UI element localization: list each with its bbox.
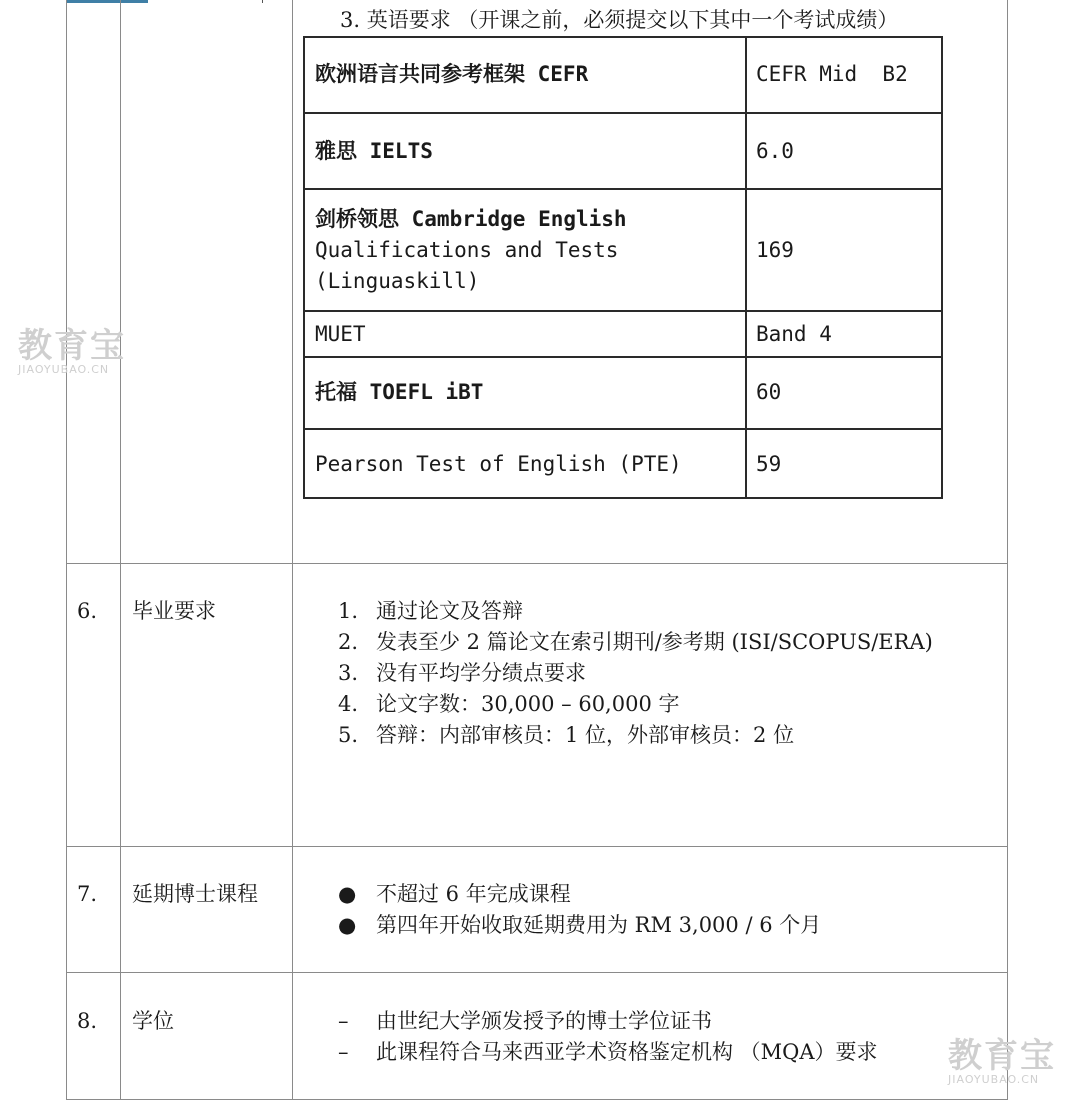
list-item (338, 596, 933, 627)
row-separator-7 (66, 846, 1008, 847)
list-marker: 3. (338, 661, 359, 685)
row-label-degree: 学位 (132, 1009, 174, 1033)
test-name: 欧洲语言共同参考框架 CEFR (315, 62, 589, 86)
list-item (338, 658, 933, 689)
table-divider-number (120, 0, 121, 1100)
list-item (338, 1037, 878, 1068)
degree-list (338, 1006, 878, 1068)
list-item-text: 由世纪大学颁发授予的博士学位证书 (376, 1009, 712, 1033)
english-test-row (305, 38, 941, 112)
table-border-left (66, 0, 67, 1100)
test-name: 雅思 IELTS (315, 139, 433, 163)
english-requirement-title: 3. 英语要求 （开课之前，必须提交以下其中一个考试成绩） (340, 8, 899, 32)
top-accent-bar (66, 0, 148, 3)
bullet-icon: ● (338, 882, 357, 906)
dash-icon: – (338, 1009, 349, 1033)
graduation-requirements-list (338, 596, 933, 751)
list-item (338, 689, 933, 720)
watermark-url: JIAOYUBAO.CN (948, 1073, 1040, 1086)
row-separator-8 (66, 972, 1008, 973)
list-marker: 1. (338, 599, 359, 623)
test-name: 托福 TOEFL iBT (315, 380, 484, 404)
top-tick (262, 0, 263, 3)
row-number: 8. (77, 1009, 98, 1033)
list-item-text: 此课程符合马来西亚学术资格鉴定机构 （MQA）要求 (376, 1040, 878, 1064)
test-score: 60 (756, 380, 782, 404)
dash-icon: – (338, 1040, 349, 1064)
watermark-logo-text: 教育宝 (948, 1036, 1056, 1076)
watermark-left (18, 328, 126, 376)
list-item (338, 720, 933, 751)
english-test-row (305, 310, 941, 356)
test-name-line: Qualifications and Tests (315, 238, 619, 262)
watermark-right (948, 1038, 1056, 1086)
list-marker: 5. (338, 723, 359, 747)
table-border-bottom (66, 1099, 1008, 1100)
extension-list (338, 879, 821, 941)
row-number: 6. (77, 599, 98, 623)
test-name-line: 剑桥领思 Cambridge English (315, 207, 627, 231)
table-divider-label (292, 0, 293, 1100)
row-number: 7. (77, 882, 98, 906)
row-label-graduation: 毕业要求 (132, 599, 216, 623)
watermark-url: JIAOYUBAO.CN (18, 363, 110, 376)
english-test-row (305, 428, 941, 501)
list-item-text: 答辩：内部审核员：1 位，外部审核员：2 位 (376, 723, 795, 747)
english-test-row (305, 188, 941, 310)
list-item (338, 879, 821, 910)
test-score: 59 (756, 452, 782, 476)
list-item (338, 910, 821, 941)
list-item (338, 1006, 878, 1037)
watermark-logo-text: 教育宝 (18, 326, 126, 366)
english-test-row (305, 112, 941, 188)
list-item-text: 不超过 6 年完成课程 (376, 882, 571, 906)
test-score: CEFR Mid B2 (756, 62, 908, 86)
list-marker: 4. (338, 692, 359, 716)
table-border-right (1007, 0, 1008, 1100)
list-item-text: 没有平均学分绩点要求 (376, 661, 586, 685)
row-label-extension: 延期博士课程 (132, 882, 258, 906)
test-name-line: (Linguaskill) (315, 269, 480, 293)
test-name: Pearson Test of English (PTE) (315, 452, 682, 476)
bullet-icon: ● (338, 913, 357, 937)
english-test-table (303, 36, 943, 499)
list-item-text: 第四年开始收取延期费用为 RM 3,000 / 6 个月 (376, 913, 822, 937)
list-item-text: 通过论文及答辩 (376, 599, 523, 623)
test-score: 169 (756, 238, 794, 262)
row-separator-6 (66, 563, 1008, 564)
list-item-text: 发表至少 2 篇论文在索引期刊/参考期 (ISI/SCOPUS/ERA) (376, 630, 933, 654)
list-marker: 2. (338, 630, 359, 654)
list-item-text: 论文字数：30,000 – 60,000 字 (376, 692, 680, 716)
test-name: MUET (315, 322, 366, 346)
test-score: 6.0 (756, 139, 794, 163)
english-test-row (305, 356, 941, 428)
test-score: Band 4 (756, 322, 832, 346)
list-item (338, 627, 933, 658)
